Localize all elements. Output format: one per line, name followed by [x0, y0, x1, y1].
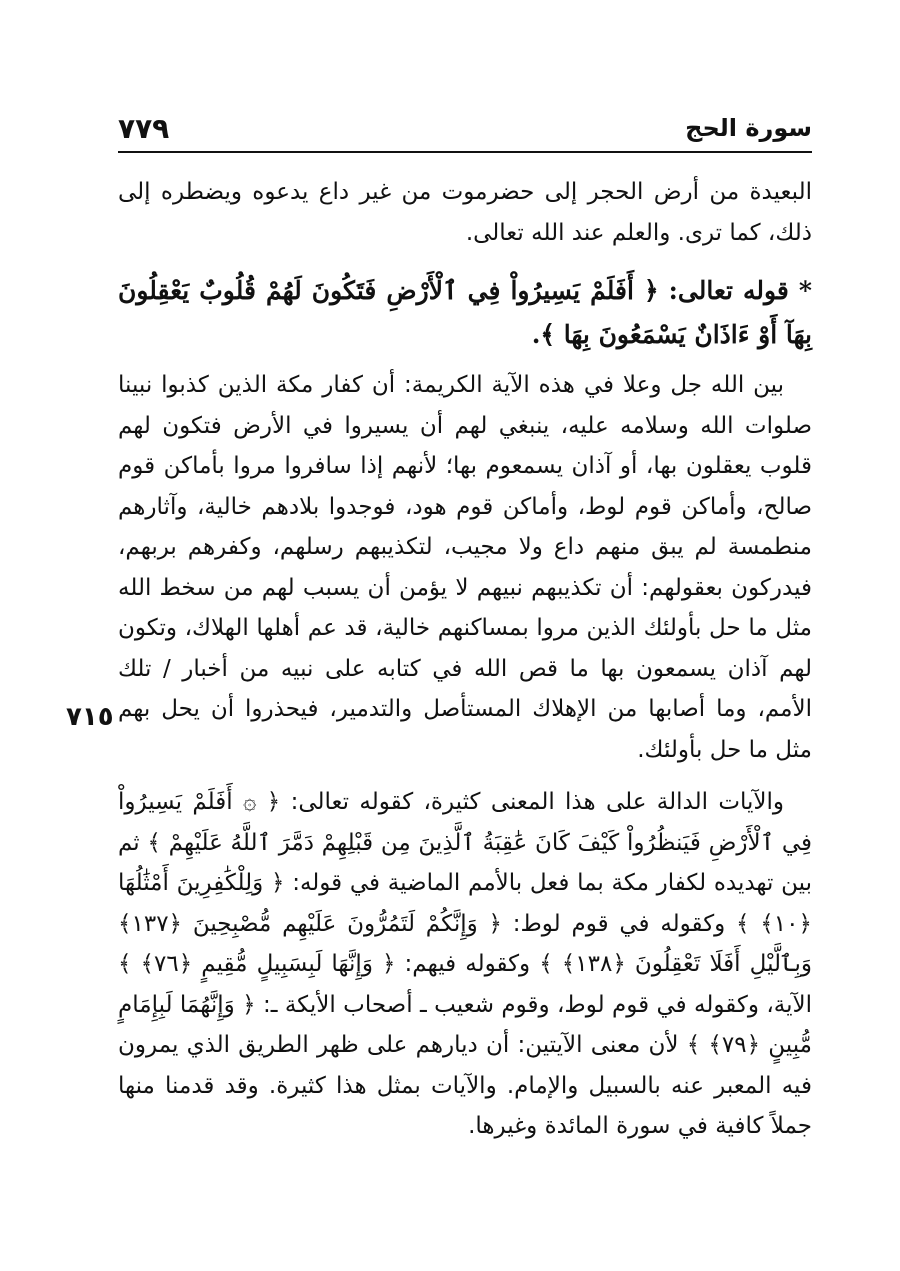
- verse-heading: * قوله تعالى: ﴿ أَفَلَمْ يَسِيرُواْ فِي ٱلْأَرْضِ فَتَكُونَ لَهُمْ قُلُوبٌ يَعْقِلُونَ بِهَآ أَوْ ءَاذَانٌ يَسْمَعُونَ بِهَا ﴾.: [118, 276, 812, 349]
- running-header: [118, 108, 812, 148]
- page-body: [118, 172, 812, 1147]
- page-number: ٧٧٩: [118, 112, 170, 145]
- paragraph-explanation: بين الله جل وعلا في هذه الآية الكريمة: أن كفار مكة الذين كذبوا نبينا صلوات الله وسلامه عليه، ينبغي لهم أن يسيروا في الأرض فتكون لهم قلوب يعقلون بها، أو آذان يسمعوم بها؛ لأنهم إذا سافروا مروا بأماكن قوم صالح، وأماكن قوم لوط، وأماكن قوم هود، فوجدوا بلادهم خالية، وآثارهم منطمسة لم يبق منهم داع ولا مجيب، لتكذيبهم رسلهم، وكفرهم بربهم، فيدركون بعقولهم: أن تكذيبهم نبيهم لا يؤمن أن يسبب لهم من سخط الله مثل ما حل بأولئك الذين مروا بمساكنهم خالية، قد عم أهلها الهلاك، وتكون لهم آذان يسمعون بها ما قص الله في كتابه على نبيه من أخبار / تلك الأمم، وما أصابها من الإهلاك المستأصل والتدمير، فيحذروا أن يحل بهم مثل ما حل بأولئك.: [118, 372, 812, 763]
- margin-page-number: ٧١٥: [66, 702, 114, 732]
- paragraph-continuation: البعيدة من أرض الحجر إلى حضرموت من غير داع يدعوه ويضطره إلى ذلك، كما ترى. والعلم عند الله تعالى.: [118, 179, 812, 246]
- header-rule: [118, 151, 812, 153]
- paragraph-supporting-verses: والآيات الدالة على هذا المعنى كثيرة، كقوله تعالى: ﴿ ۞ أَفَلَمْ يَسِيرُواْ فِي ٱلْأَرْضِ فَيَنظُرُواْ كَيْفَ كَانَ عَٰقِبَةُ ٱلَّذِينَ مِن قَبْلِهِمْ دَمَّرَ ٱللَّهُ عَلَيْهِمْ ﴾ ثم بين تهديده لكفار مكة بما فعل بالأمم الماضية في قوله: ﴿ وَلِلْكَٰفِرِينَ أَمْثَٰلُهَا ﴿١٠﴾ ﴾ وكقوله في قوم لوط: ﴿ وَإِنَّكُمْ لَتَمُرُّونَ عَلَيْهِم مُّصْبِحِينَ ﴿١٣٧﴾ وَبِٱلَّيْلِ أَفَلَا تَعْقِلُونَ ﴿١٣٨﴾ ﴾ وكقوله فيهم: ﴿ وَإِنَّهَا لَبِسَبِيلٍ مُّقِيمٍ ﴿٧٦﴾ ﴾ الآية، وكقوله في قوم لوط، وقوم شعيب ـ أصحاب الأيكة ـ: ﴿ وَإِنَّهُمَا لَبِإِمَامٍ مُّبِينٍ ﴿٧٩﴾ ﴾ لأن معنى الآيتين: أن ديارهم على ظهر الطريق الذي يمرون فيه المعبر عنه بالسبيل والإمام. والآيات بمثل هذا كثيرة. وقد قدمنا منها جملاً كافية في سورة المائدة وغيرها.: [118, 789, 812, 1139]
- surah-title: سورة الحج: [685, 114, 812, 142]
